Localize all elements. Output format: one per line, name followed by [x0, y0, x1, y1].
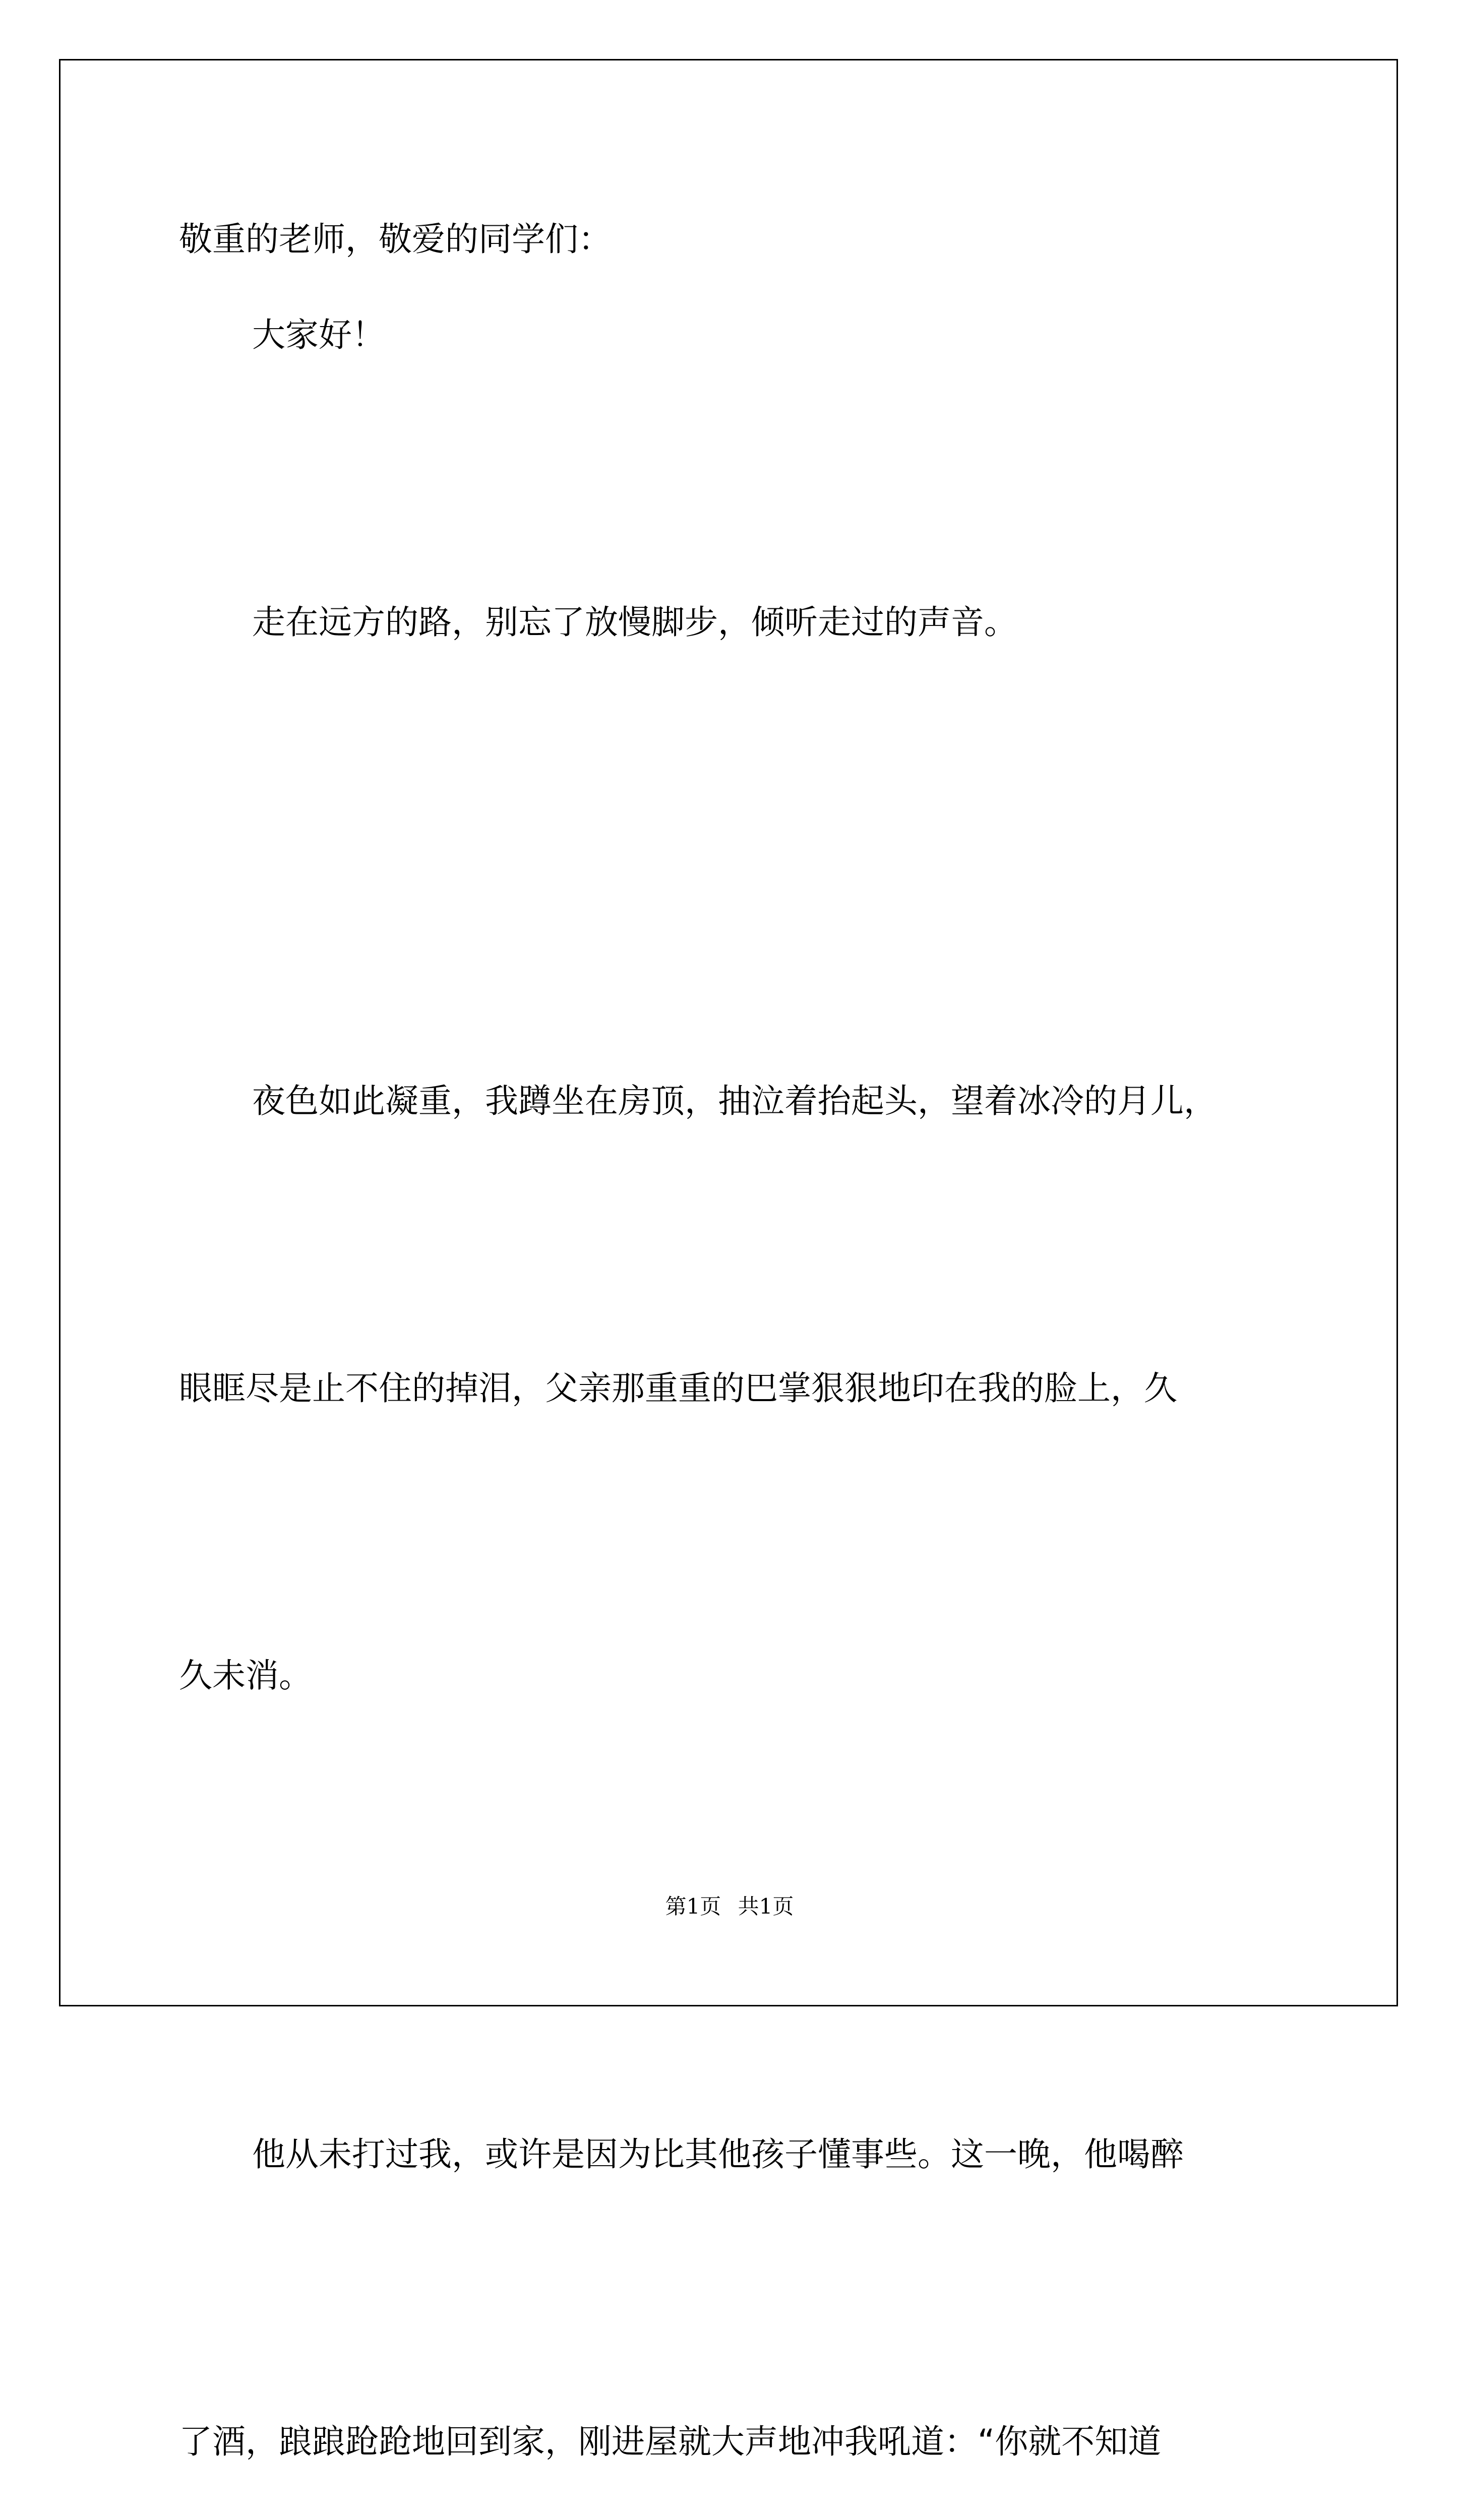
paragraph-1 [179, 383, 1278, 862]
salutation: 敬重的老师，敬爱的同学们： [179, 220, 612, 259]
paragraph-line: 眼眶尽是止不住的掉泪，父亲那重重的巴掌狠狠地印在我的脸上，久 [179, 1369, 1177, 1408]
paragraph-line: 久未消。 [179, 1656, 312, 1695]
page-footer [0, 1890, 1459, 1920]
greeting: 大家好！ [252, 316, 385, 354]
page-total: 共1页 [738, 1894, 794, 1919]
paragraph-2 [179, 862, 1278, 1915]
paragraph-3 [179, 1915, 1278, 2520]
document-body [179, 192, 1278, 2520]
paragraph-line: 走在远方的路，别忘了放慢脚步，倾听走过的声音。 [252, 603, 1017, 642]
paragraph-line: 了酒，踉踉跄跄地回到家，刚进屋就大声地冲我吼道：“你就不知道 [179, 2422, 1162, 2461]
paragraph-line: 他从未打过我，或许是因为比其他孩子懂事些。这一晚，他喝醉 [252, 2135, 1184, 2174]
page-number: 第1页 [665, 1894, 721, 1919]
paragraph-line: 夜色如此凝重，我蹲坐在房顶，抽泣着抬起头，望着冰冷的月儿， [252, 1082, 1217, 1120]
